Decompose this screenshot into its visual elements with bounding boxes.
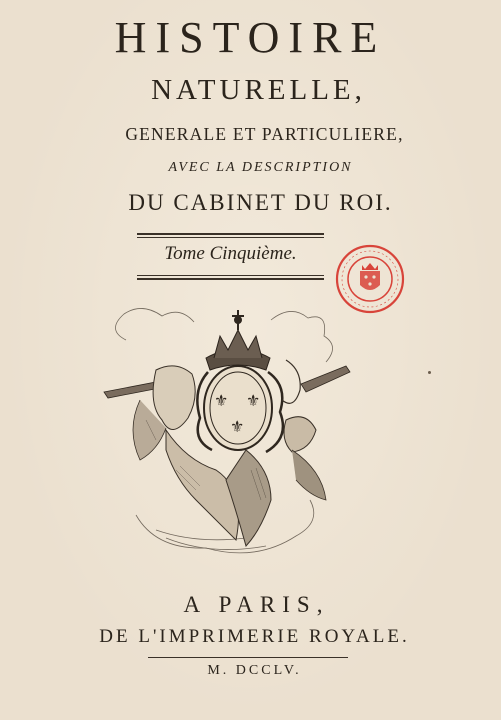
paper-speck [428, 371, 431, 374]
volume-rule-bottom [137, 278, 324, 280]
svg-text:⚜: ⚜ [214, 391, 229, 410]
volume-label: Tome Cinquième. [164, 243, 297, 264]
svg-text:⚜: ⚜ [230, 417, 245, 436]
imprint-printer: DE L'IMPRIMERIE ROYALE. [99, 626, 410, 647]
imprint-rule [148, 657, 348, 658]
title-line-description: AVEC LA DESCRIPTION [168, 160, 353, 175]
imprint-year: M. DCCLV. [207, 663, 302, 678]
volume-rule-bottom-thin [137, 275, 324, 276]
title-line-naturelle: NATURELLE, [151, 74, 366, 106]
royal-arms-vignette [96, 300, 356, 570]
book-title: HISTOIRE [114, 13, 387, 62]
svg-text:⚜: ⚜ [246, 391, 261, 410]
volume-rule-top-thin [137, 237, 324, 238]
volume-rule-top [137, 233, 324, 235]
title-line-cabinet: DU CABINET DU ROI. [128, 190, 393, 215]
title-line-generale: GENERALE ET PARTICULIERE, [125, 124, 404, 144]
imprint-place: A PARIS, [183, 592, 330, 617]
